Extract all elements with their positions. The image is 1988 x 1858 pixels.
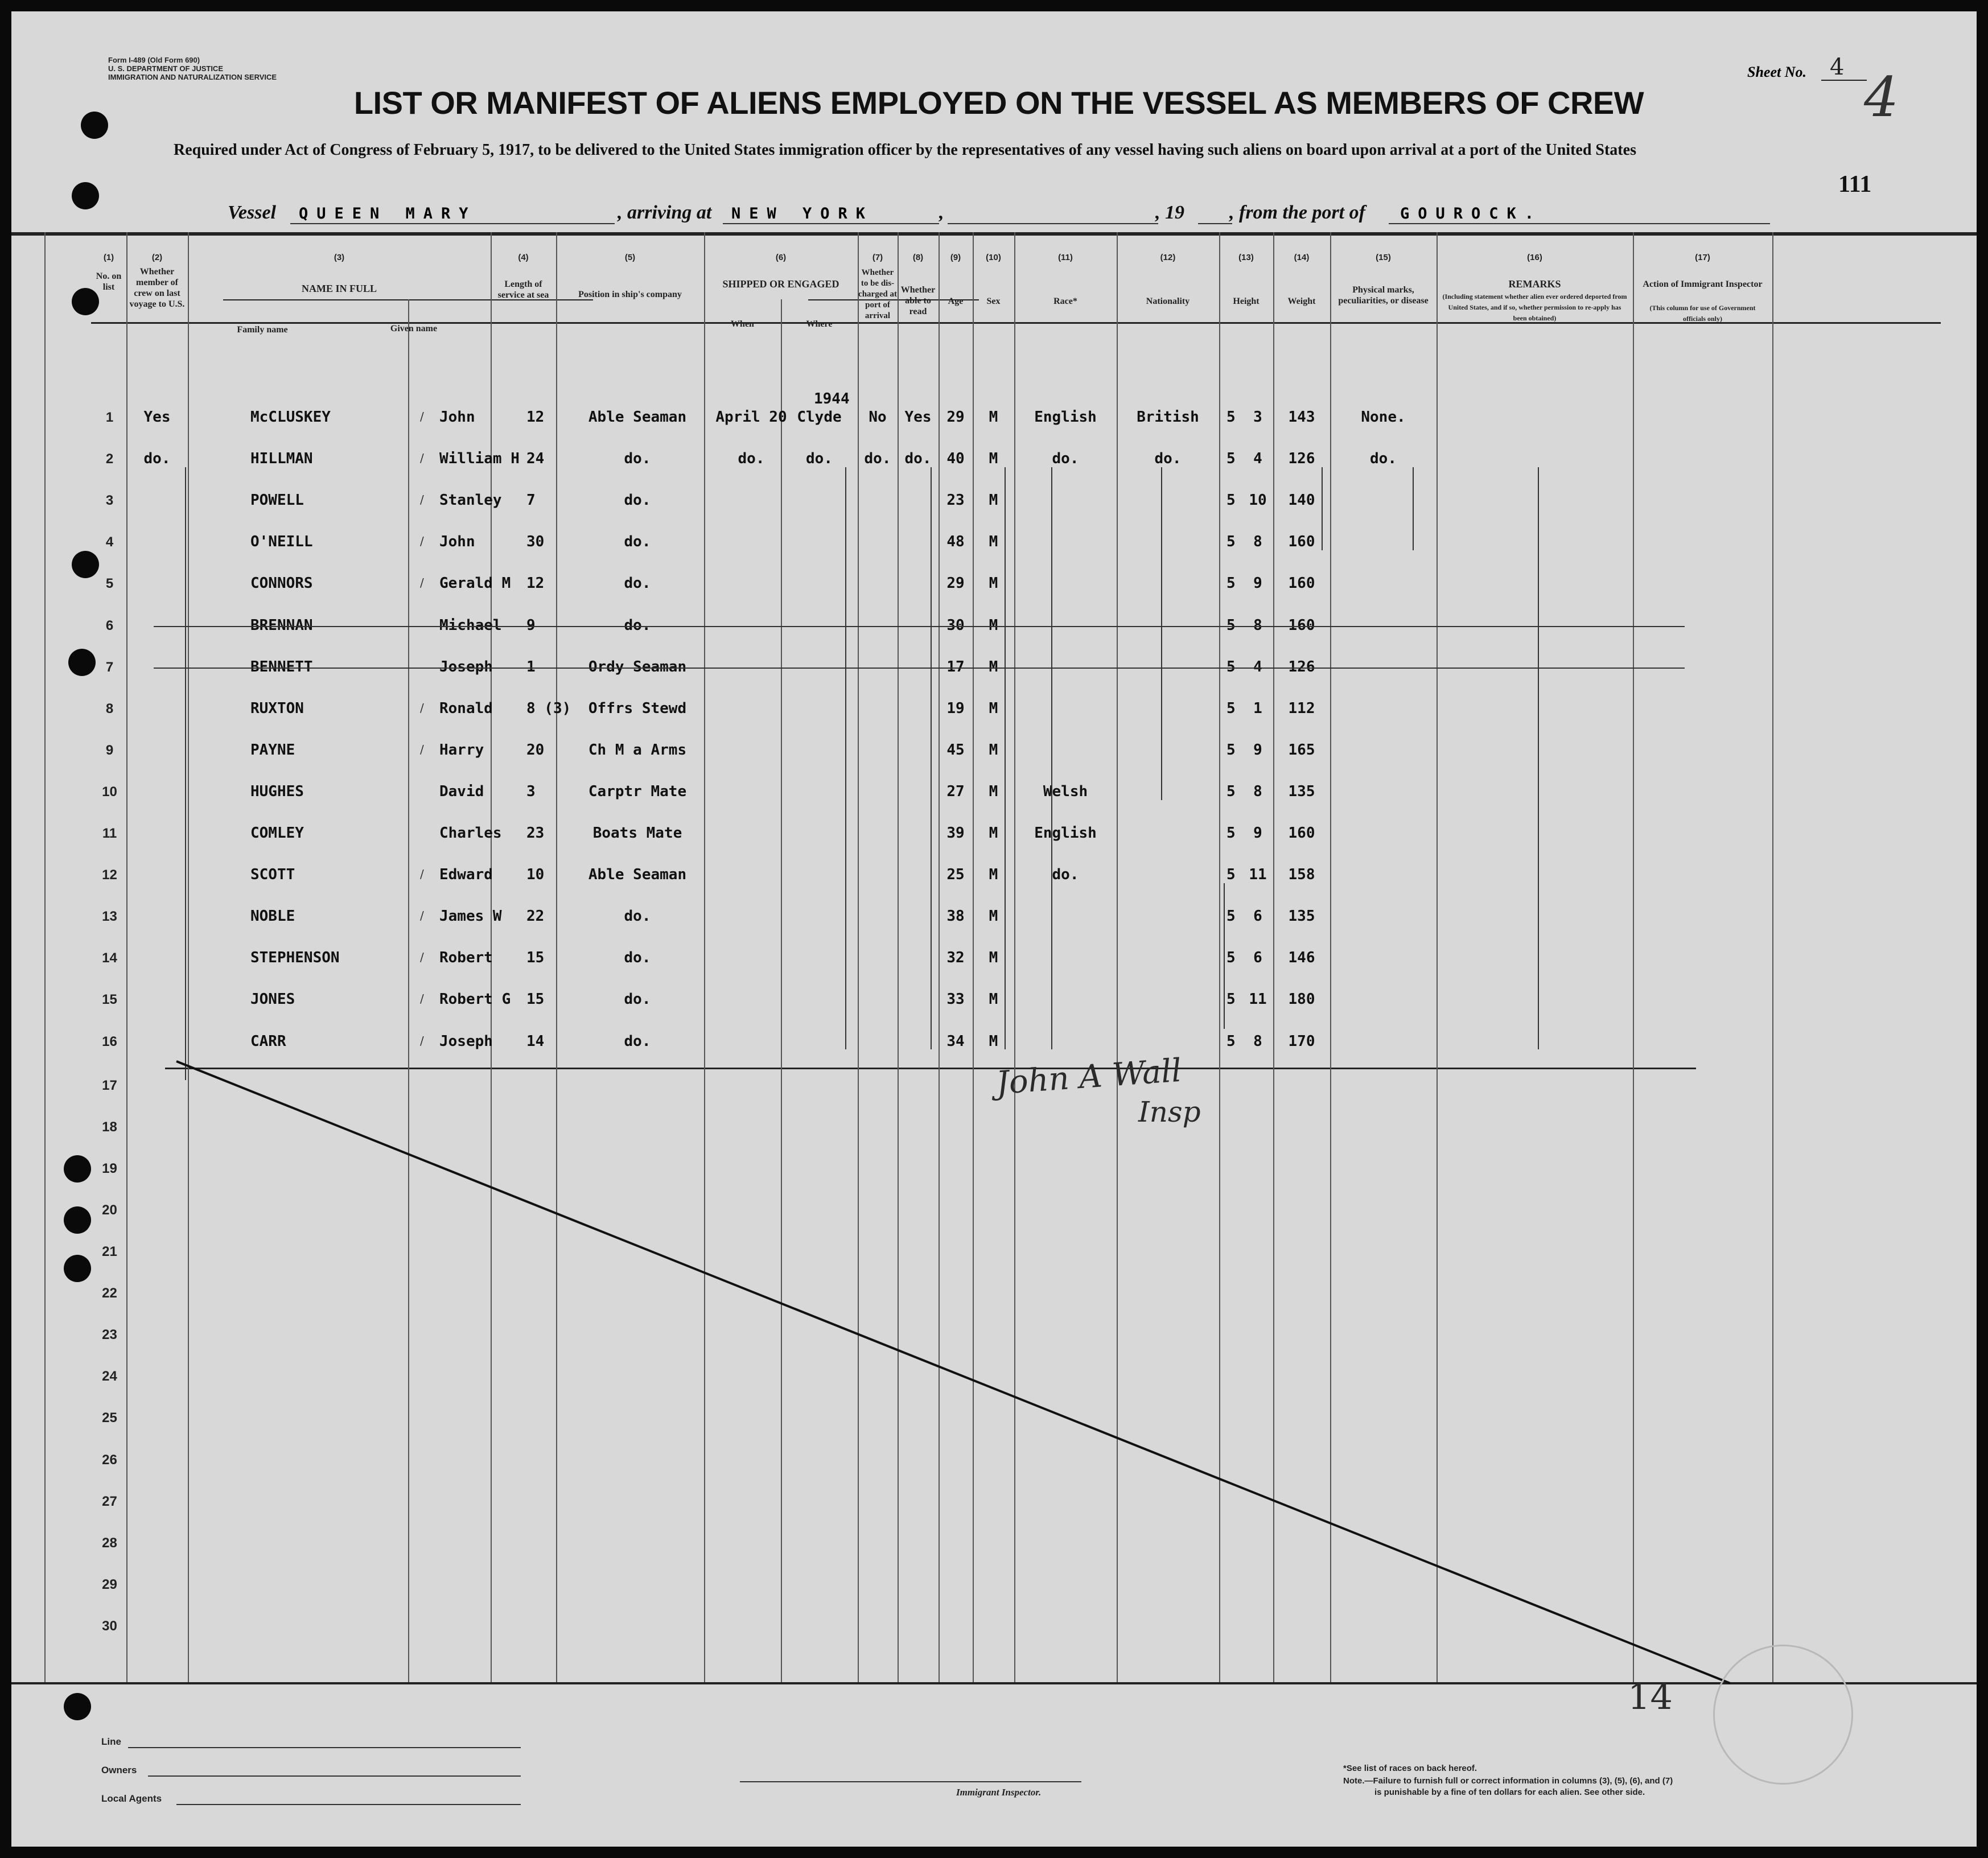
header-physical: Physical marks, peculiarities, or disease — [1338, 285, 1429, 306]
given-name: Joseph — [439, 658, 493, 675]
row-number: 10 — [102, 784, 117, 800]
date-separator: , — [939, 202, 944, 223]
position: do. — [624, 616, 651, 634]
physical-marks: None. — [1361, 409, 1406, 426]
height-feet: 5 — [1226, 908, 1236, 925]
length-of-service: 3 — [526, 782, 536, 800]
height-feet: 5 — [1226, 533, 1236, 551]
sex: M — [989, 575, 998, 592]
header-sex: Sex — [986, 296, 1001, 306]
height-inches: 10 — [1249, 492, 1267, 509]
weight: 112 — [1288, 699, 1315, 717]
owners-fill-line — [148, 1775, 521, 1777]
height-feet: 5 — [1226, 575, 1236, 592]
position: do. — [624, 1032, 651, 1050]
family-name: BENNETT — [250, 658, 313, 675]
height-inches: 3 — [1253, 409, 1262, 426]
family-name: BRENNAN — [250, 616, 313, 634]
column-number: (12) — [1160, 253, 1176, 262]
header-able-read: Whether able to read — [900, 285, 936, 316]
column-number: (13) — [1238, 253, 1254, 262]
age: 23 — [946, 492, 965, 509]
height-inches: 8 — [1253, 616, 1262, 634]
race: English — [1034, 825, 1097, 842]
given-name: David — [439, 782, 484, 800]
position: Boats Mate — [592, 825, 682, 842]
age: 48 — [946, 533, 965, 551]
row-number: 11 — [102, 826, 117, 841]
row-number: 3 — [105, 493, 114, 509]
check-mark: / — [420, 950, 424, 965]
position: do. — [624, 450, 651, 468]
sex: M — [989, 825, 998, 842]
family-name: COMLEY — [250, 825, 304, 842]
column-number: (8) — [912, 253, 924, 262]
length-of-service: 12 — [526, 575, 545, 592]
handwritten-count: 14 — [1628, 1676, 1673, 1717]
row-number: 29 — [102, 1576, 117, 1592]
sex: M — [989, 782, 998, 800]
column-number: (4) — [518, 253, 529, 262]
height-inches: 4 — [1253, 658, 1262, 675]
row-number: 23 — [102, 1327, 117, 1343]
weight: 160 — [1288, 616, 1315, 634]
length-of-service: 15 — [526, 949, 545, 967]
discharged: do. — [864, 450, 891, 468]
family-name: HILLMAN — [250, 450, 313, 468]
age: 19 — [946, 699, 965, 717]
length-of-service: 23 — [526, 825, 545, 842]
shipped-when: April 20 — [715, 409, 787, 426]
length-of-service: 8 (3) — [526, 699, 571, 717]
position: do. — [624, 908, 651, 925]
age: 30 — [946, 616, 965, 634]
member-last-voyage: Yes — [143, 409, 171, 426]
row-number: 15 — [102, 992, 117, 1008]
vessel-name: QUEEN MARY — [299, 205, 477, 223]
length-of-service: 15 — [526, 991, 545, 1008]
check-mark: / — [420, 909, 424, 923]
weight: 146 — [1288, 949, 1315, 967]
length-of-service: 9 — [526, 616, 536, 634]
sex: M — [989, 409, 998, 426]
from-port: GOUROCK. — [1400, 205, 1543, 223]
inspector-signature-line — [740, 1781, 1081, 1782]
header-family-name: Family name — [237, 325, 288, 335]
sheet-number: 4 — [1830, 54, 1845, 80]
sex: M — [989, 699, 998, 717]
position: do. — [624, 575, 651, 592]
length-of-service: 10 — [526, 866, 545, 884]
age: 39 — [946, 825, 965, 842]
family-name: CONNORS — [250, 575, 313, 592]
header-age: Age — [948, 296, 964, 306]
header-no-on-list: No. on list — [96, 271, 122, 292]
inspector-signature: John A Wall — [995, 1052, 1183, 1102]
family-name: NOBLE — [250, 908, 295, 925]
given-name: Robert — [439, 949, 493, 967]
given-name: Stanley — [439, 492, 502, 509]
height-feet: 5 — [1226, 741, 1236, 759]
age: 25 — [946, 866, 965, 884]
weight: 160 — [1288, 575, 1315, 592]
given-name: James W — [439, 908, 502, 925]
check-mark: / — [420, 701, 424, 715]
height-feet: 5 — [1226, 949, 1236, 967]
column-number: (3) — [334, 253, 345, 262]
height-feet: 5 — [1226, 616, 1236, 634]
given-name: Joseph — [439, 1032, 493, 1050]
races-note: *See list of races on back hereof. — [1343, 1764, 1477, 1773]
column-number: (9) — [950, 253, 961, 262]
position: do. — [624, 492, 651, 509]
height-feet: 5 — [1226, 658, 1236, 675]
age: 29 — [946, 575, 965, 592]
length-of-service: 12 — [526, 409, 545, 426]
row-number: 16 — [102, 1033, 117, 1049]
given-name: Edward — [439, 866, 493, 884]
column-number: (15) — [1376, 253, 1391, 262]
header-remarks: REMARKS — [1508, 278, 1561, 290]
weight: 135 — [1288, 782, 1315, 800]
inspector-signature-title: Insp — [1138, 1095, 1201, 1128]
position: Able Seaman — [588, 866, 687, 884]
sheet-label: Sheet No. — [1747, 64, 1806, 80]
header-member-last-voyage: Whether member of crew on last voyage to U.S. — [129, 267, 185, 309]
height-inches: 8 — [1253, 1032, 1262, 1050]
sex: M — [989, 991, 998, 1008]
sex: M — [989, 741, 998, 759]
given-name: Robert G — [439, 991, 511, 1008]
member-last-voyage: do. — [143, 450, 171, 468]
column-number: (14) — [1294, 253, 1310, 262]
length-of-service: 14 — [526, 1032, 545, 1050]
given-name: Harry — [439, 741, 484, 759]
race: do. — [1052, 866, 1079, 884]
family-name: RUXTON — [250, 699, 304, 717]
year-label: , 19 — [1155, 202, 1184, 223]
row-number: 25 — [102, 1410, 117, 1426]
weight: 135 — [1288, 908, 1315, 925]
row-number: 9 — [105, 742, 114, 758]
position: do. — [624, 949, 651, 967]
weight: 126 — [1288, 450, 1315, 468]
immigrant-inspector-label: Immigrant Inspector. — [956, 1787, 1042, 1798]
sex: M — [989, 616, 998, 634]
check-mark: / — [420, 1033, 424, 1048]
column-number: (10) — [986, 253, 1001, 262]
line-label: Line — [101, 1736, 121, 1747]
header-remarks-sub: (Including statement whether alien ever ordered deported from United States, and if so, whether permission to re-apply has been obtained) — [1442, 292, 1627, 322]
penalty-note-line-1: Note.—Failure to furnish full or correct information in columns (3), (5), (6), and (7) — [1343, 1776, 1673, 1786]
header-height: Height — [1233, 296, 1260, 306]
manifest-page — [11, 11, 1977, 1847]
vessel-label: Vessel — [228, 202, 276, 223]
position: Ordy Seaman — [588, 658, 687, 675]
header-position: Position in ship's company — [578, 290, 682, 299]
given-name: John — [439, 533, 475, 551]
length-of-service: 30 — [526, 533, 545, 551]
height-inches: 9 — [1253, 825, 1262, 842]
column-number: (11) — [1058, 253, 1073, 262]
age: 38 — [946, 908, 965, 925]
position: Able Seaman — [588, 409, 687, 426]
line-fill-line — [128, 1747, 521, 1748]
age: 17 — [946, 658, 965, 675]
sex: M — [989, 492, 998, 509]
check-mark: / — [420, 992, 424, 1006]
family-name: STEPHENSON — [250, 949, 340, 967]
weight: 158 — [1288, 866, 1315, 884]
age: 33 — [946, 991, 965, 1008]
height-feet: 5 — [1226, 409, 1236, 426]
height-feet: 5 — [1226, 825, 1236, 842]
height-inches: 9 — [1253, 575, 1262, 592]
sex: M — [989, 658, 998, 675]
family-name: CARR — [250, 1032, 286, 1050]
row-number: 8 — [105, 701, 114, 716]
height-feet: 5 — [1226, 866, 1236, 884]
column-number: (5) — [624, 253, 636, 262]
row-number: 18 — [102, 1119, 117, 1135]
row-number: 28 — [102, 1535, 117, 1551]
weight: 160 — [1288, 533, 1315, 551]
row-number: 1 — [105, 410, 114, 425]
row-number: 6 — [105, 617, 114, 633]
weight: 126 — [1288, 658, 1315, 675]
race: Welsh — [1043, 782, 1088, 800]
given-name: Ronald — [439, 699, 493, 717]
department-name: U. S. DEPARTMENT OF JUSTICE — [108, 64, 223, 73]
sheet-handwritten-number: 4 — [1864, 65, 1899, 129]
row-number: 27 — [102, 1493, 117, 1509]
height-inches: 6 — [1253, 949, 1262, 967]
check-mark: / — [420, 742, 424, 756]
height-inches: 8 — [1253, 533, 1262, 551]
header-given-name: Given name — [390, 324, 438, 333]
header-where: Where — [806, 319, 833, 329]
family-name: HUGHES — [250, 782, 304, 800]
height-feet: 5 — [1226, 782, 1236, 800]
row-number: 12 — [102, 867, 117, 883]
position: Carptr Mate — [588, 782, 687, 800]
height-feet: 5 — [1226, 699, 1236, 717]
local-agents-label: Local Agents — [101, 1793, 162, 1804]
row-number: 7 — [105, 659, 114, 675]
sex: M — [989, 949, 998, 967]
weight: 180 — [1288, 991, 1315, 1008]
height-inches: 6 — [1253, 908, 1262, 925]
given-name: William H — [439, 450, 520, 468]
age: 27 — [946, 782, 965, 800]
arriving-label: , arriving at — [618, 202, 712, 223]
header-action-sub: (This column for use of Government officials only) — [1649, 304, 1756, 323]
row-number: 30 — [102, 1618, 117, 1634]
column-number: (17) — [1695, 253, 1710, 262]
length-of-service: 22 — [526, 908, 545, 925]
from-port-label: , from the port of — [1229, 202, 1365, 223]
header-race: Race* — [1053, 296, 1077, 306]
position: Ch M a Arms — [588, 741, 687, 759]
column-number: (1) — [103, 253, 114, 262]
page-subtitle: Required under Act of Congress of February 5, 1917, to be delivered to the United States immigration officer by the representatives of any vessel having such aliens on board upon arrival at a port of the United States — [174, 141, 1636, 159]
height-inches: 8 — [1253, 782, 1262, 800]
page-stamp-number: 111 — [1838, 171, 1872, 197]
cancel-diagonal-line — [11, 11, 1977, 1847]
row-number: 20 — [102, 1202, 117, 1218]
header-nationality: Nationality — [1146, 296, 1190, 306]
position: do. — [624, 533, 651, 551]
given-name: John — [439, 409, 475, 426]
header-name-in-full: NAME IN FULL — [301, 283, 377, 294]
family-name: O'NEILL — [250, 533, 313, 551]
row-number: 4 — [105, 534, 114, 550]
weight: 165 — [1288, 741, 1315, 759]
row-number: 21 — [102, 1244, 117, 1259]
column-number: (16) — [1527, 253, 1542, 262]
header-length-service: Length of service at sea — [497, 279, 549, 300]
age: 34 — [946, 1032, 965, 1050]
header-weight: Weight — [1287, 296, 1316, 306]
height-inches: 11 — [1249, 866, 1267, 884]
physical-marks: do. — [1370, 450, 1397, 468]
length-of-service: 1 — [526, 658, 536, 675]
position: do. — [624, 991, 651, 1008]
able-to-read: do. — [904, 450, 932, 468]
check-mark: / — [420, 493, 424, 507]
service-name: IMMIGRATION AND NATURALIZATION SERVICE — [108, 73, 277, 81]
row-number: 13 — [102, 909, 117, 925]
family-name: POWELL — [250, 492, 304, 509]
penalty-note-line-2: is punishable by a fine of ten dollars for each alien. See other side. — [1374, 1787, 1645, 1797]
weight: 160 — [1288, 825, 1315, 842]
family-name: JONES — [250, 991, 295, 1008]
given-name: Gerald M — [439, 575, 511, 592]
form-number: Form I-489 (Old Form 690) — [108, 56, 200, 64]
inspection-stamp — [1713, 1645, 1853, 1785]
arriving-port: NEW YORK — [731, 205, 874, 223]
age: 40 — [946, 450, 965, 468]
header-when: When — [731, 319, 754, 329]
row-number: 17 — [102, 1077, 117, 1093]
sex: M — [989, 866, 998, 884]
length-of-service: 20 — [526, 741, 545, 759]
age: 45 — [946, 741, 965, 759]
check-mark: / — [420, 451, 424, 465]
race: English — [1034, 409, 1097, 426]
column-number: (2) — [151, 253, 163, 262]
header-discharged: Whether to be dis-charged at port of arrival — [858, 268, 897, 320]
sex: M — [989, 1032, 998, 1050]
height-feet: 5 — [1226, 450, 1236, 468]
family-name: McCLUSKEY — [250, 409, 331, 426]
check-mark: / — [420, 410, 424, 423]
height-inches: 11 — [1249, 991, 1267, 1008]
age: 29 — [946, 409, 965, 426]
discharged: No — [869, 409, 887, 426]
weight: 170 — [1288, 1032, 1315, 1050]
shipped-where: do. — [806, 450, 833, 468]
check-mark: / — [420, 867, 424, 881]
column-number: (6) — [775, 253, 787, 262]
row-number: 2 — [105, 451, 114, 467]
nationality: do. — [1154, 450, 1182, 468]
row-number: 19 — [102, 1160, 117, 1176]
race: do. — [1052, 450, 1079, 468]
local-agents-fill-line — [176, 1804, 521, 1805]
row-number: 26 — [102, 1452, 117, 1468]
given-name: Michael — [439, 616, 502, 634]
column-number: (7) — [872, 253, 883, 262]
position: Offrs Stewd — [588, 699, 687, 717]
weight: 143 — [1288, 409, 1315, 426]
sex: M — [989, 908, 998, 925]
height-feet: 5 — [1226, 991, 1236, 1008]
height-feet: 5 — [1226, 492, 1236, 509]
page-title: LIST OR MANIFEST OF ALIENS EMPLOYED ON THE VESSEL AS MEMBERS OF CREW — [353, 85, 1644, 121]
header-action: Action of Immigrant Inspector — [1643, 279, 1763, 289]
row-number: 24 — [102, 1369, 117, 1385]
given-name: Charles — [439, 825, 502, 842]
length-of-service: 7 — [526, 492, 536, 509]
able-to-read: Yes — [904, 409, 932, 426]
weight: 140 — [1288, 492, 1315, 509]
header-shipped: SHIPPED OR ENGAGED — [722, 278, 839, 290]
family-name: SCOTT — [250, 866, 295, 884]
height-inches: 9 — [1253, 741, 1262, 759]
length-of-service: 24 — [526, 450, 545, 468]
row-number: 22 — [102, 1286, 117, 1301]
sex: M — [989, 450, 998, 468]
check-mark: / — [420, 576, 424, 590]
shipped-year: 1944 — [814, 390, 850, 407]
shipped-when: do. — [738, 450, 765, 468]
row-number: 5 — [105, 576, 114, 592]
shipped-where: Clyde — [797, 409, 842, 426]
owners-label: Owners — [101, 1765, 137, 1775]
nationality: British — [1137, 409, 1199, 426]
sex: M — [989, 533, 998, 551]
family-name: PAYNE — [250, 741, 295, 759]
height-feet: 5 — [1226, 1032, 1236, 1050]
height-inches: 1 — [1253, 699, 1262, 717]
check-mark: / — [420, 534, 424, 549]
row-number: 14 — [102, 950, 117, 966]
age: 32 — [946, 949, 965, 967]
height-inches: 4 — [1253, 450, 1262, 468]
